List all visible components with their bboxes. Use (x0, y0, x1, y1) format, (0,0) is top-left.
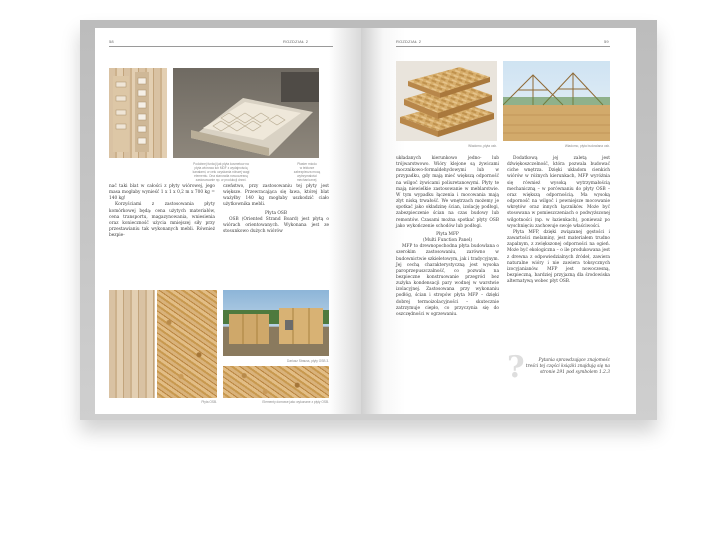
note-line: stronie 291 pod symbolem 1.2.3 (540, 370, 610, 375)
caption-top-right (285, 162, 329, 182)
paragraph: nać taki blat w całości z płyty wiórowej, jego masa mogłaby wynieść 1 x 1 x 0,2 m x 700 kg = 140 kg! (109, 184, 215, 202)
caption-line: mechanicznej. (296, 178, 318, 182)
caption-line: kanałami, w celu uzyskania niższej wagi (192, 170, 250, 174)
caption-top-left (173, 162, 269, 182)
note-line: treści tej części książki znajdują się na (525, 364, 610, 369)
page-number-left: 58 (109, 39, 114, 44)
caption-bottom-right: Elementy domowe jako wykonane z płyty OSB. (262, 400, 329, 404)
caption-line: w tekturze (299, 166, 315, 170)
paragraph: Płyta MFP, dzięki związanej gęstości i zawartości melaminy, jest materiałem trudno zapalnym, z zwiększonej odporności na ogień. Może być ekologiczna – o ile produkowana jest z drewna z odpowiedzialnych źródeł, zawiera naturalne wióry i nie zawiera toksycznych izocyjanianów. MFP jest nowoczesną, bezpieczną, bardziej przyjazną dla środowiska alternatywą wobec płyt OSB. (507, 229, 610, 285)
paragraph: MFP to drewnopochodna płyta budowlana o szerokim zastosowaniu, zarówno w budownictwie szkieletowym, jak i tradycyjnym. Jej cechą charakterystyczną jest wysoka paroprzepuszczalność, co pozwala na bezpieczne konstruowanie przegród bez zużyka kondensacji pary wodnej w warstwie izolacyjnej. Zastosowana przy wykonaniu podłóg, ścian i stropów płyta MFP – dzięki dobrej termoizolacyjności – skutecznie zatrzymuje ciepło, co przyczynia się do oszczędności w ogrzewaniu. (396, 244, 499, 317)
paragraph: Korzyściami z zastosowania płyty komórkowej będą: cena użytych materiałów, cena transportu, magazynowania, wniesienia oraz konieczność użycia mniejszej siły przy przestawianiu tak wykonanych mebli. Również bezpie- (109, 202, 215, 239)
right-column-1 (396, 156, 499, 318)
section-subheading-mfp: (Multi Function Panel) (422, 238, 473, 244)
paragraph: czeństwo, przy zastosowaniu tej płyty jest większe. Przewracająca się ława, której blat ważyłby 140 kg mogłaby uszkodzić ciało użytkownika mebli. (223, 184, 329, 208)
paragraph: OSB (Oriented Strand Board) jest płytą o wiórach orientowanych. Wykonana jest ze stosunkowo dużych wiórów (223, 216, 329, 235)
left-page (95, 28, 361, 414)
honeycomb-panel-photo (109, 68, 167, 158)
header-rule-right (396, 46, 610, 47)
section-heading-mfp: Płyta MFP (436, 231, 459, 237)
note-line: Pytania sprawdzające znajomośc (538, 358, 610, 363)
running-head-left: ROZDZIAŁ 2 (283, 39, 309, 44)
caption-bottom-left: Płyta OSB. (201, 400, 217, 404)
header-rule-left (109, 46, 333, 47)
caption-line: płyta wiórowa lub MDF z wydajnością (194, 166, 248, 170)
osb-stack-photo (396, 61, 497, 141)
right-page (361, 28, 636, 414)
section-heading-osb: Płyta OSB (265, 210, 287, 216)
paragraph: Dodatkową jej zaletą jest dźwiękoszczelność, która pozwala budować ciche wnętrza. Dzięki układom cienkich wiórów w różnych kierunkach, MFP wyróżnia się również wysoką wytrzymałością mechaniczną – w porównaniu do płyty OSB – oraz większą odpornością. Ma wysoką odporność na wilgoć i pewniejsze mocowanie wkrętów oraz innych łączników. Może być stosowana w pomieszczeniach o podwyższonej wilgotności (np. w łazienkach), ponieważ po wyschnięciu zachowuje swoje właściwości. (507, 156, 610, 229)
page-number-right: 59 (604, 39, 609, 44)
caption-line: Płaster miodu (297, 162, 317, 166)
caption-line: wytrzymałości (297, 174, 317, 178)
left-column-1 (109, 184, 215, 239)
paragraph: układanych kierunkowo jedno- lub trójwarstwowo. Wióry klejone są żywicami mocznikowo-formaldehydowymi lub w przypadku, gdy mają mieć większą odporność na wilgoć żywicami poliuretanowymi. Płyty te mają niewielkie zastosowanie w meblarstwie. W tym wypadku łączenia i mocowania mają złyt niską trwałość. We wnętrzach możemy je spotkać jako okładzinę ścian, izolację podłogi, zabezpieczenie ścian na czas budowy lub remontów. Czasami można spotkać płyty OSB jako wykończenie schodów lub podłogi. (396, 156, 499, 229)
review-questions-note (511, 358, 610, 376)
caption-line: zabezpiecza mocą (293, 170, 321, 174)
osb-texture (157, 290, 217, 398)
running-head-right: ROZDZIAŁ 2 (396, 39, 422, 44)
left-column-2 (223, 184, 329, 235)
roof-truss-osb-photo (503, 61, 610, 141)
caption-mid-right: Dariusz Strauss, płyty OSB 3. (287, 359, 329, 363)
caption-line: Podobnej funkcji jak płyta kosmetow na (193, 162, 249, 166)
osb-house-construction-photo (223, 290, 329, 356)
question-mark-icon: ? (507, 350, 525, 385)
caption-top-left-right: Wiadomo, płyta osb. (468, 144, 497, 148)
osb-interior-photo (223, 366, 329, 398)
osb-board-photo (109, 290, 217, 398)
caption-top-right-right: Wiadomo, płyta budowlana osb. (564, 144, 610, 148)
caption-line: elementu. Ona stanowiła nowoczesną (194, 174, 248, 178)
wood-plank-texture (109, 290, 155, 398)
right-column-2 (507, 156, 610, 285)
honeycomb-cardboard-photo (173, 68, 319, 158)
osb-texture (223, 366, 329, 398)
caption-line: zastosowanie np. w produkcji drzwi. (195, 178, 247, 182)
